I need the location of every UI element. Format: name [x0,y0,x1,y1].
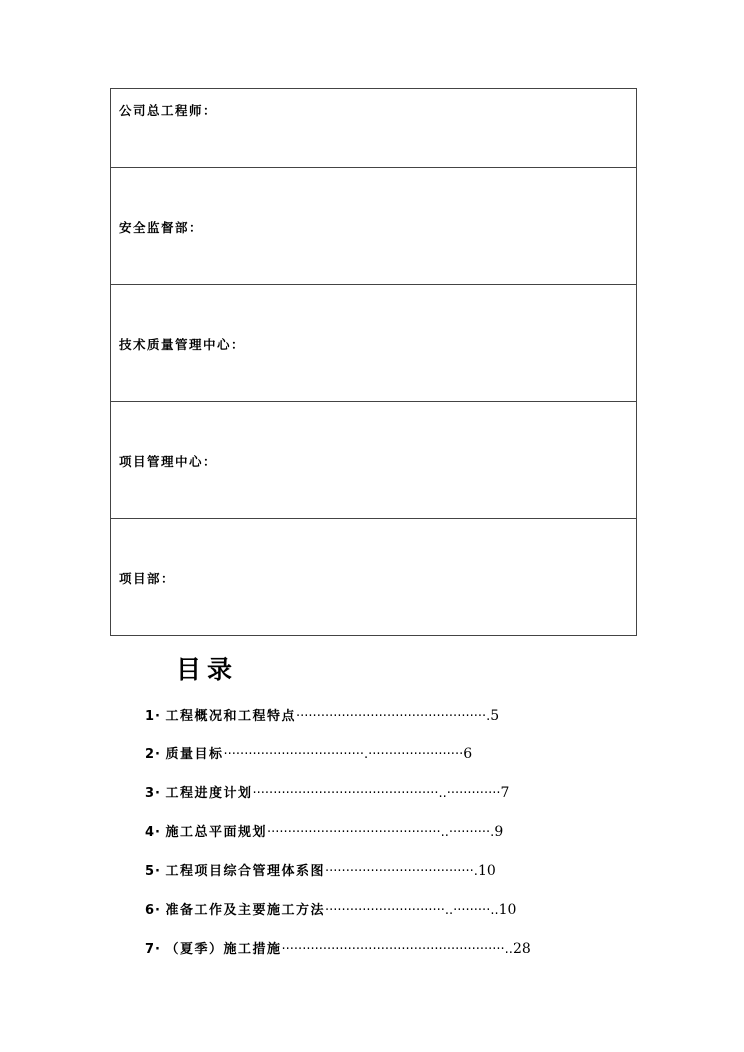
toc-item-leader: ····································. [325,864,478,879]
toc-item-leader: ··········································..··········. [267,825,495,840]
toc-item-page: 9 [494,824,504,840]
toc-item-page: 7 [500,785,510,801]
approval-table [110,88,637,636]
toc-item[interactable] [145,744,472,764]
approval-label: 项目部： [119,571,176,586]
toc-item[interactable] [145,822,503,842]
toc-item-title: 工程进度计划 [165,786,253,801]
toc-item-title: 工程项目综合管理体系图 [165,864,326,879]
toc-item[interactable] [145,939,531,959]
toc-item-number: 5· [145,864,161,879]
toc-item-title: 质量目标 [165,747,224,762]
approval-row-safety-supervision [110,167,637,285]
toc-item-number: 1· [145,709,161,724]
toc-item[interactable] [145,783,509,803]
toc-item[interactable] [145,900,516,920]
approval-label: 项目管理中心： [119,454,218,469]
approval-label: 安全监督部： [119,220,204,235]
toc-item-number: 2· [145,747,161,762]
toc-item-page: 10 [498,902,517,918]
approval-label: 公司总工程师： [119,103,218,118]
approval-label: 技术质量管理中心： [119,337,246,352]
toc-item[interactable] [145,861,496,881]
toc-item[interactable] [145,706,499,726]
toc-item-page: 5 [490,708,500,724]
toc-title: 目录 [176,655,239,684]
toc-item-title: 施工总平面规划 [165,825,268,840]
toc-item-number: 4· [145,825,161,840]
toc-item-number: 3· [145,786,161,801]
toc-item-page: 10 [477,863,496,879]
approval-row-technical-quality [110,284,637,402]
toc-item-number: 6· [145,903,161,918]
toc-item-number: 7· [145,942,161,957]
approval-row-project-management [110,401,637,519]
toc-item-leader: ·····························..·········.. [325,903,499,918]
toc-item-leader: ··································.······················· [223,747,464,762]
toc-item-title: （夏季）施工措施 [165,942,282,957]
toc-item-title: 准备工作及主要施工方法 [165,903,326,918]
approval-row-project-department [110,518,637,636]
toc-item-leader: ·············································..············· [252,786,501,801]
toc-item-leader: ··············································. [296,709,491,724]
approval-row-chief-engineer [110,88,637,168]
toc-item-page: 6 [463,746,473,762]
toc-item-title: 工程概况和工程特点 [165,709,297,724]
toc-item-page: 28 [512,941,531,957]
toc-item-leader: ······················································.. [281,942,513,957]
